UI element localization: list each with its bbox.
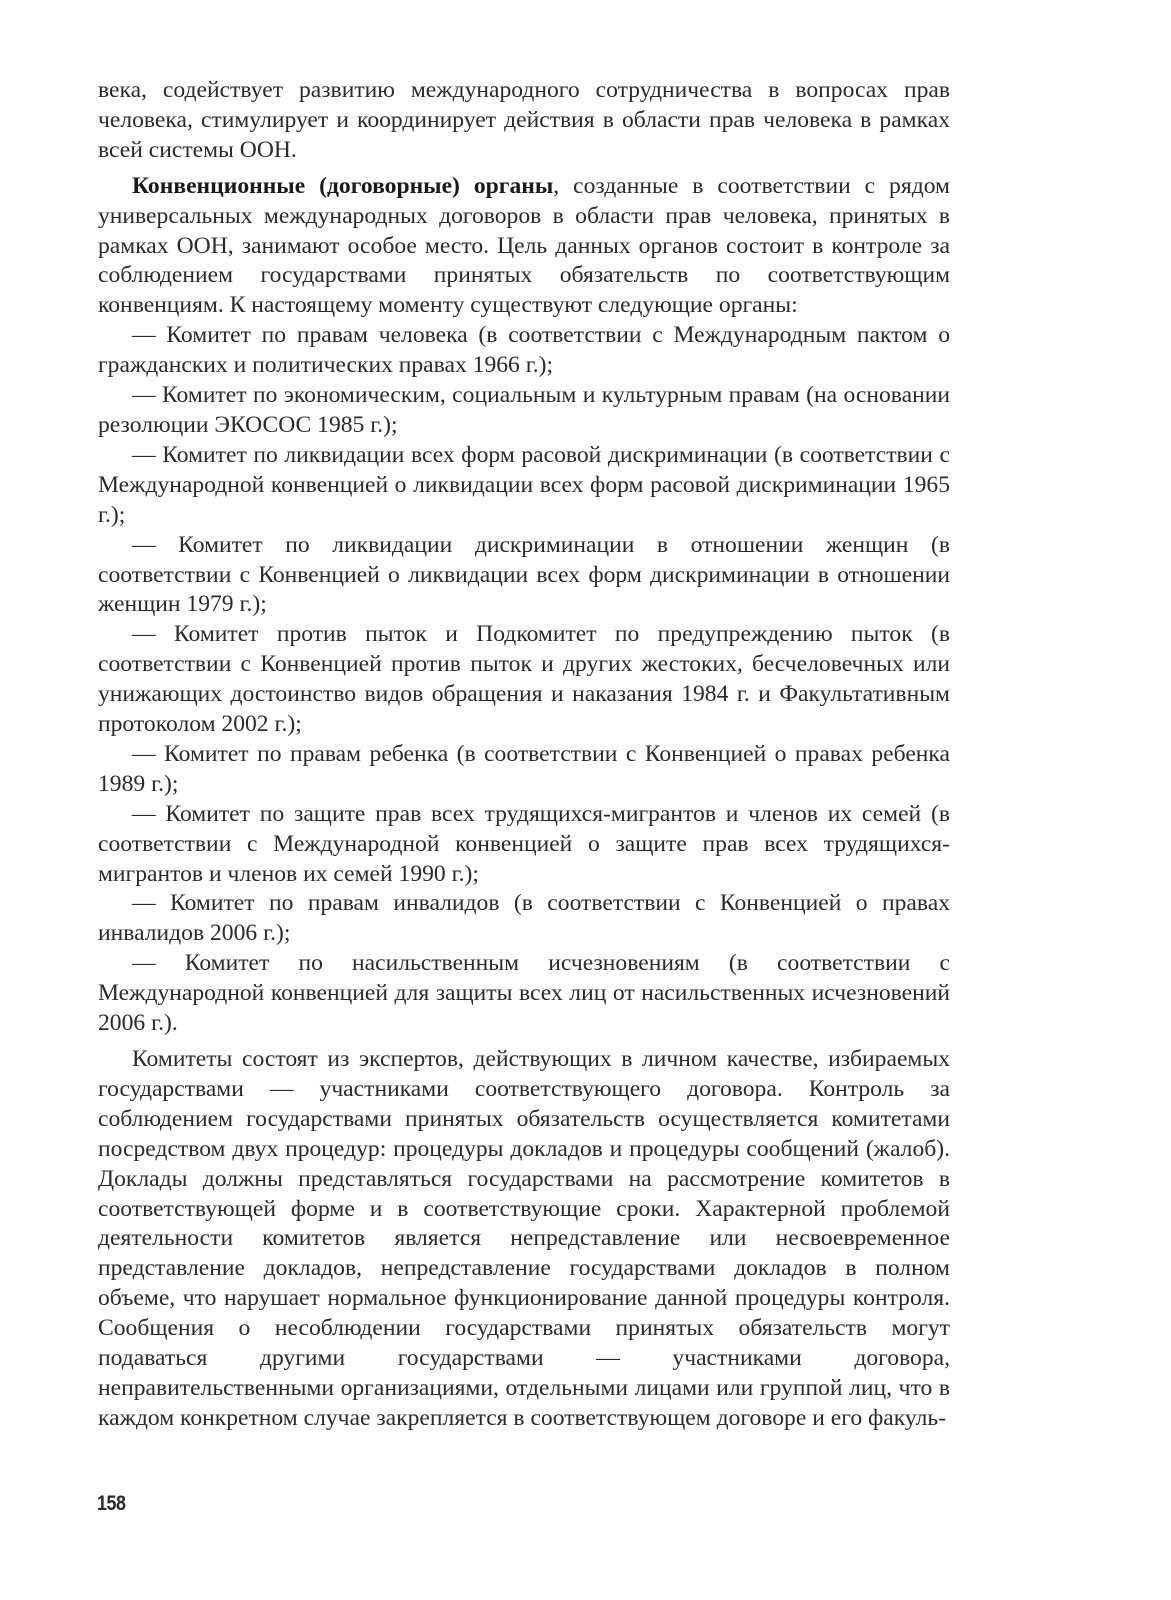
list-item: — Комитет по ликвидации всех форм расовой дискриминации (в соответствии с Международной конвенцией о ликвидации всех форм расовой дискриминации 1965 г.); bbox=[98, 441, 950, 528]
paragraph-text: , созданные в соответствии с рядом универсальных международных договоров в области прав человека, принятых в рамках ООН, занимают особое место. Цель данных органов состоит в контроле за соблюдением государствами принятых обязательств по соответствующим конвенциям. К настоящему моменту существуют следующие органы: bbox=[98, 172, 950, 319]
bold-term: Конвенционные (договорные) органы bbox=[132, 172, 554, 199]
body-text bbox=[98, 76, 950, 1434]
paragraph-treaty-bodies bbox=[98, 172, 950, 322]
list-item: — Комитет по насильственным исчезновениям (в соответствии с Международной конвенцией для защиты всех лиц от насильственных исчезновений 2006 г.). bbox=[98, 950, 950, 1037]
paragraph-committees: Комитеты состоят из экспертов, действующих в личном качестве, избираемых государствами — участниками соответствующего договора. Контроль за соблюдением государствами принятых обязательств осуществляется комитетами посредством двух процедур: процедуры докладов и процедуры сообщений (жалоб). Доклады должны представляться государствами на рассмотрение комитетов в соответствующей форме и в соответствующие сроки. Характерной проблемой деятельности комитетов является непредставление или несвоевременное представление докладов, непредставление государствами докладов в полном объеме, что нарушает нормальное функционирование данной процедуры контроля. Сообщения о несоблюдении государствами принятых обязательств могут подаваться другими государствами — участниками договора, неправительственными организациями, отдельными лицами или группой лиц, что в каждом конкретном случае закрепляется в соответствующем договоре и его факуль- bbox=[98, 1046, 950, 1431]
paragraph-continuation: века, содействует развитию международного сотрудничества в вопросах прав человека, стимулирует и координирует действия в области прав человека в рамках всей системы ООН. bbox=[98, 77, 950, 163]
list-item: — Комитет по экономическим, социальным и культурным правам (на основании резолюции ЭКОСОС 1985 г.); bbox=[98, 382, 950, 438]
list-item: — Комитет против пыток и Подкомитет по предупреждению пыток (в соответствии с Конвенцией против пыток и других жестоких, бесчеловечных или унижающих достоинство видов обращения и наказания 1984 г. и Факультативным протоколом 2002 г.); bbox=[98, 621, 950, 738]
list-item: — Комитет по правам человека (в соответствии с Международным пактом о гражданских и политических правах 1966 г.); bbox=[98, 322, 950, 379]
list-item: — Комитет по правам ребенка (в соответствии с Конвенцией о правах ребенка 1989 г.); bbox=[98, 740, 950, 797]
list-item: — Комитет по правам инвалидов (в соответствии с Конвенцией о правах инвалидов 2006 г.); bbox=[98, 890, 950, 947]
list-item: — Комитет по ликвидации дискриминации в отношении женщин (в соответствии с Конвенцией о ликвидации всех форм дискриминации в отношении женщин 1979 г.); bbox=[98, 531, 950, 618]
list-item: — Комитет по защите прав всех трудящихся-мигрантов и членов их семей (в соответствии с Международной конвенцией о защите прав всех трудящихся-мигрантов и членов их семей 1990 г.); bbox=[98, 800, 950, 887]
page-number: 158 bbox=[97, 1492, 126, 1515]
